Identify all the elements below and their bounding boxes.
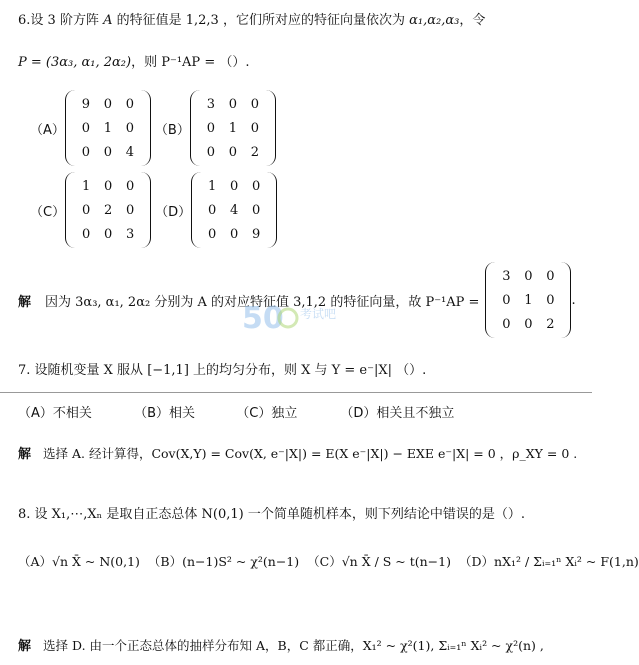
matrix-cell: 0: [251, 178, 261, 194]
option-matrix: [65, 90, 151, 166]
q6-p-def: P = (3α₃, α₁, 2α₂): [18, 55, 132, 70]
q7-solution-text: 选择 A. 经计算得，Cov(X,Y) = Cov(X, e⁻|X|) = E(X e⁻|X|) − EXE e⁻|X| = 0 ，ρ_XY = 0 .: [43, 446, 578, 461]
option-label: （B）: [154, 122, 190, 138]
q8-options: [18, 552, 639, 570]
matrix-cell: 0: [250, 120, 259, 136]
q6-alphas: α₁,α₂,α₃: [409, 13, 460, 28]
matrix-cell: 9: [81, 96, 91, 112]
matrix-cell: 2: [250, 144, 259, 160]
right-paren: [141, 90, 151, 166]
left-paren: [191, 172, 201, 248]
matrix-cell: 0: [103, 96, 113, 112]
matrix-cell: 0: [229, 226, 239, 242]
matrix-cell: 1: [207, 178, 217, 194]
q6-stem: [18, 14, 582, 27]
q6-stem-mid: 的特征值是 1,2,3 ，它们所对应的特征向量依次为: [112, 13, 410, 28]
matrix-cell: 1: [81, 178, 91, 194]
matrix-cell: 3: [125, 226, 135, 242]
matrix-cell: 0: [546, 268, 555, 284]
q7-solution: [18, 448, 582, 461]
matrix-cell: 3: [206, 96, 215, 112]
option-matrix: [191, 172, 277, 248]
matrix-cell: 0: [207, 202, 217, 218]
q8-option-b: （B）(n−1)S² ~ χ²(n−1): [147, 554, 300, 569]
q7-choices: [18, 402, 454, 421]
q7-choice-d: （D）相关且不独立: [340, 406, 455, 421]
q6-stem-tail: ，令: [459, 13, 486, 28]
matrix-cell: 0: [546, 292, 555, 308]
q7-stem: 7. 设随机变量 X 服从 [−1,1] 上的均匀分布，则 X 与 Y = e⁻|X| （）.: [18, 363, 427, 378]
matrix-cell: 0: [81, 144, 91, 160]
left-paren: [65, 172, 75, 248]
q6-p-tail: ，则 P⁻¹AP = （）.: [131, 55, 250, 70]
matrix-cell: 3: [502, 268, 511, 284]
q6-solution-end: .: [571, 292, 576, 308]
matrix-cell: 2: [546, 316, 555, 332]
matrix-cell: 0: [125, 120, 135, 136]
matrix-cell: 0: [125, 96, 135, 112]
q7-choice-c: （C）独立: [236, 406, 298, 421]
svg-text:考试吧: 考试吧: [300, 307, 337, 321]
option-label: （A）: [30, 122, 65, 138]
matrix-cell: 4: [125, 144, 135, 160]
option-label: （C）: [30, 204, 66, 220]
q6-p-definition: [18, 56, 582, 69]
solution-matrix: [485, 262, 571, 338]
matrix-cell: 0: [103, 226, 113, 242]
matrix-cell: 0: [229, 178, 239, 194]
left-paren: [65, 90, 75, 166]
q6-stem-prefix: 6.设 3 阶方阵: [18, 13, 104, 28]
matrix-cell: 1: [524, 292, 533, 308]
matrix-cell: 0: [125, 178, 135, 194]
matrix-cell: 0: [251, 202, 261, 218]
matrix-cell: 1: [103, 120, 113, 136]
right-paren: [266, 90, 276, 166]
q7-choice-a: （A）不相关: [18, 406, 92, 421]
matrix-cell: 0: [502, 316, 511, 332]
matrix-cell: 0: [103, 178, 113, 194]
matrix-cell: 9: [251, 226, 261, 242]
matrix-cell: 0: [207, 226, 217, 242]
q8-option-c: （C）√n X̄ / S ~ t(n−1): [307, 554, 451, 569]
q6-option-a: [30, 90, 151, 166]
matrix-cell: 0: [81, 120, 91, 136]
q8-option-a: （A）√n X̄ ~ N(0,1): [18, 554, 140, 569]
left-paren: [190, 90, 200, 166]
option-label: （D）: [155, 204, 192, 220]
matrix-cell: 0: [206, 120, 215, 136]
q6-option-b: [155, 90, 276, 166]
option-matrix: [190, 90, 276, 166]
matrix-cell: 0: [81, 202, 91, 218]
divider: [0, 392, 592, 393]
matrix-cell: 0: [206, 144, 215, 160]
q7-choice-b: （B）相关: [134, 406, 196, 421]
right-paren: [561, 262, 571, 338]
option-matrix: [65, 172, 151, 248]
q6-solution-matrix: [485, 262, 571, 338]
matrix-cell: 4: [229, 202, 239, 218]
q8-option-d: （D）nX₁² / Σᵢ₌₁ⁿ Xᵢ² ~ F(1,n): [459, 554, 639, 569]
q7-solution-label: 解: [18, 447, 32, 462]
q6-options-row-2: [30, 172, 281, 248]
q6-option-c: [30, 172, 151, 248]
right-paren: [141, 172, 151, 248]
q8-solution-label: 解: [18, 639, 32, 654]
matrix-cell: 0: [228, 144, 237, 160]
matrix-cell: 0: [250, 96, 259, 112]
q6-option-d: [155, 172, 277, 248]
matrix-cell: 0: [103, 144, 113, 160]
q6-solution-text: 因为 3α₃, α₁, 2α₂ 分别为 A 的对应特征值 3,1,2 的特征向量，故 P⁻¹AP =: [45, 294, 480, 310]
matrix-cell: 0: [524, 316, 533, 332]
svg-text:50: 50: [242, 301, 284, 336]
matrix-cell: 0: [81, 226, 91, 242]
right-paren: [267, 172, 277, 248]
q8-stem: 8. 设 X₁,⋯,Xₙ 是取自正态总体 N(0,1) 一个简单随机样本，则下列结论中错误的是（）.: [18, 507, 526, 522]
matrix-cell: 0: [228, 96, 237, 112]
q6-solution-label: 解: [18, 294, 32, 310]
watermark-logo: [238, 296, 348, 338]
left-paren: [485, 262, 495, 338]
q6-options-row-1: [30, 90, 280, 166]
q6-matrix-A: A: [103, 13, 113, 28]
matrix-cell: 0: [524, 268, 533, 284]
q8-solution-text: 选择 D. 由一个正态总体的抽样分布知 A，B，C 都正确，X₁² ~ χ²(1), Σᵢ₌₁ⁿ Xᵢ² ~ χ²(n) ,: [43, 638, 544, 653]
matrix-cell: 2: [103, 202, 113, 218]
matrix-cell: 0: [125, 202, 135, 218]
matrix-cell: 0: [502, 292, 511, 308]
matrix-cell: 1: [228, 120, 237, 136]
q8-solution: [18, 640, 582, 653]
